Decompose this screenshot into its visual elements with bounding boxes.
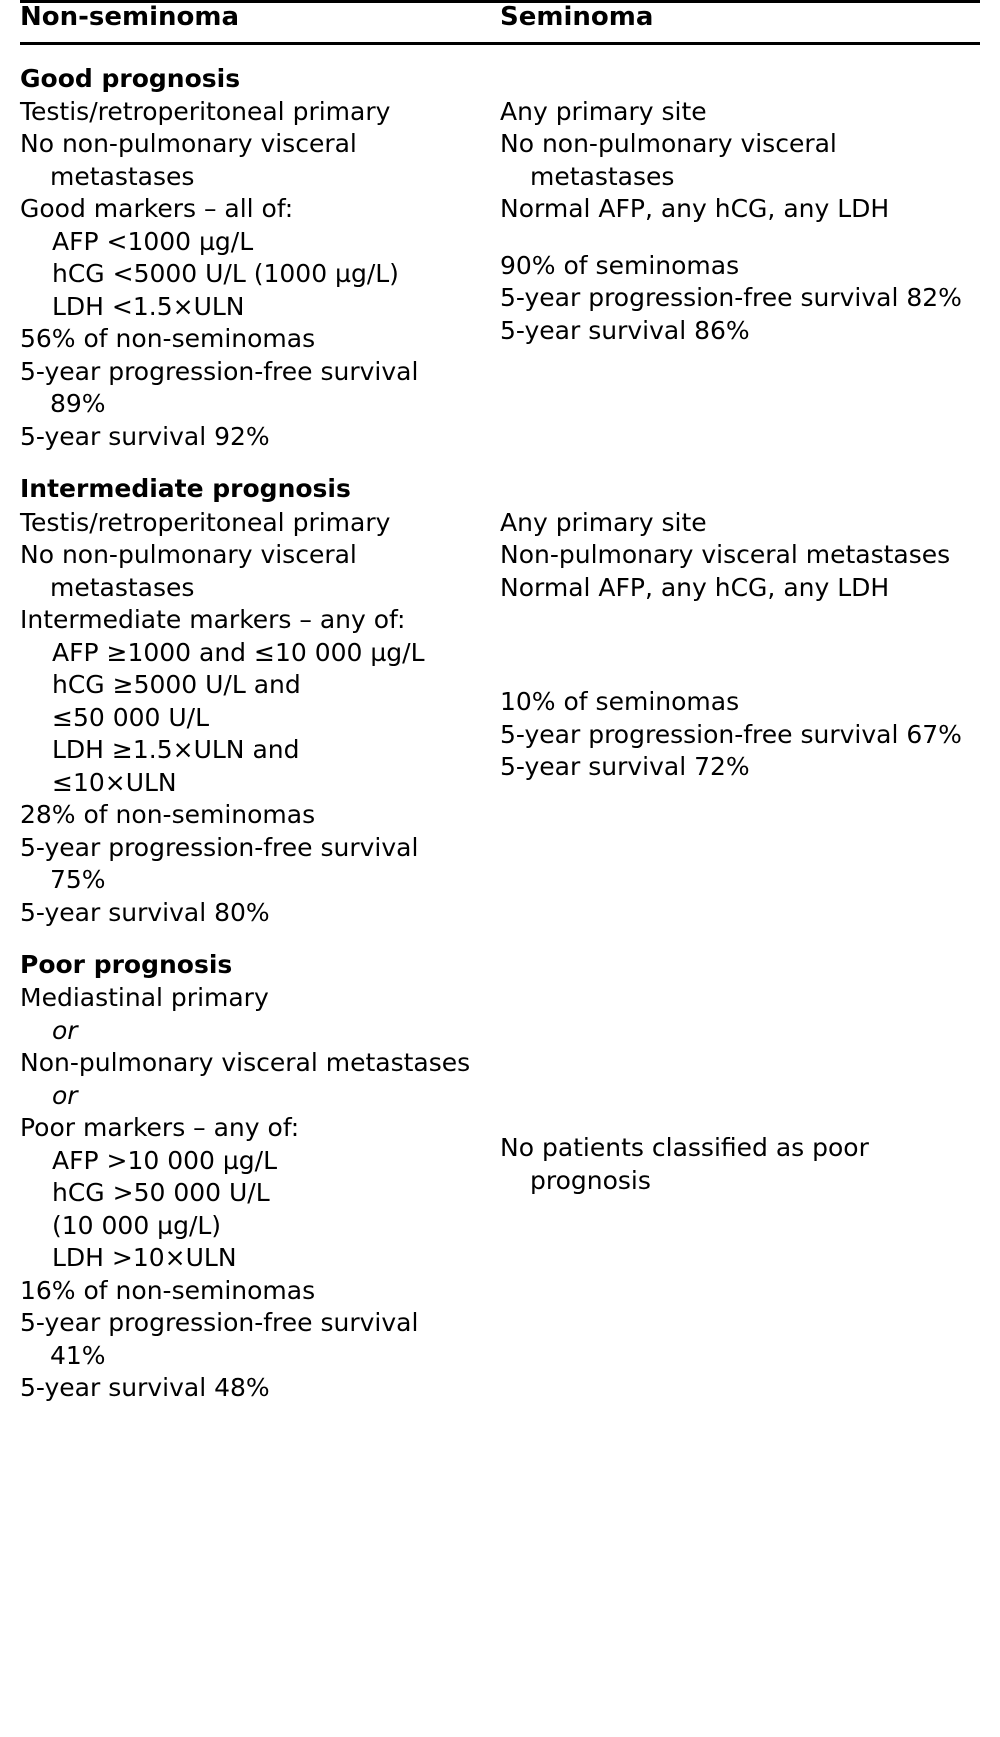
line-item: 5-year progression-free survival 67% xyxy=(500,719,962,749)
line-item: 5-year survival 92% xyxy=(20,421,270,451)
spacer xyxy=(500,982,980,1016)
line-item: Non-pulmonary visceral metastases xyxy=(500,540,951,570)
line-item: No non-pulmonary visceral metastases xyxy=(20,540,357,602)
line-item: LDH <1.5×ULN xyxy=(52,291,245,321)
line-item: Good markers – all of: xyxy=(20,194,294,224)
line-item: Non-pulmonary visceral metastases xyxy=(20,1048,471,1078)
line-item: 5-year progression-free survival 82% xyxy=(500,283,962,313)
line-item: No non-pulmonary visceral metastases xyxy=(20,129,357,191)
table-header xyxy=(20,2,980,44)
line-item: LDH >10×ULN xyxy=(52,1243,237,1273)
spacer xyxy=(500,638,980,672)
spacer xyxy=(500,672,980,686)
line-item: AFP <1000 µg/L xyxy=(52,226,254,256)
line-item: 5-year survival 72% xyxy=(500,752,750,782)
line-item: 5-year survival 48% xyxy=(20,1373,270,1403)
line-item: 28% of non-seminomas xyxy=(20,800,316,830)
line-item: 5-year progression-free survival 89% xyxy=(20,356,419,419)
spacer xyxy=(500,1118,980,1132)
group-title-poor: Poor prognosis xyxy=(20,950,233,980)
line-item: 5-year progression-free survival 75% xyxy=(20,832,419,895)
line-item: Intermediate markers – any of: xyxy=(20,605,406,635)
spacer xyxy=(500,604,980,638)
line-item: 56% of non-seminomas xyxy=(20,324,316,354)
column-header-seminoma: Seminoma xyxy=(500,2,980,44)
column-header-non-seminoma: Non-seminoma xyxy=(20,2,500,44)
line-item: Any primary site xyxy=(500,96,707,126)
cell-non-seminoma-poor xyxy=(20,929,500,1405)
table-body xyxy=(20,43,980,1405)
spacer xyxy=(500,226,980,250)
spacer xyxy=(500,1084,980,1118)
line-item: 16% of non-seminomas xyxy=(20,1275,316,1305)
cell-seminoma-intermediate xyxy=(500,453,980,929)
line-item: hCG ≥5000 U/L and xyxy=(52,670,301,700)
cell-seminoma-poor xyxy=(500,929,980,1405)
group-title-intermediate: Intermediate prognosis xyxy=(20,474,351,504)
table-row xyxy=(20,43,980,453)
line-item: Testis/retroperitoneal primary xyxy=(20,507,391,537)
line-item: (10 000 µg/L) xyxy=(52,1210,222,1240)
line-item: Any primary site xyxy=(500,507,707,537)
header-row xyxy=(20,2,980,44)
line-item: Normal AFP, any hCG, any LDH xyxy=(500,194,890,224)
line-item-or: or xyxy=(52,1080,78,1110)
spacer xyxy=(500,1050,980,1084)
line-item: hCG >50 000 U/L xyxy=(52,1178,270,1208)
line-item: LDH ≥1.5×ULN and xyxy=(52,735,300,765)
group-title-good: Good prognosis xyxy=(20,63,241,93)
line-item: 5-year survival 86% xyxy=(500,315,750,345)
line-item: ≤50 000 U/L xyxy=(52,702,210,732)
cell-seminoma-good xyxy=(500,43,980,453)
line-item: Mediastinal primary xyxy=(20,983,269,1013)
line-item: 5-year progression-free survival 41% xyxy=(20,1308,419,1370)
line-item: 5-year survival 80% xyxy=(20,897,270,927)
line-item: Normal AFP, any hCG, any LDH xyxy=(500,572,890,602)
line-item: 10% of seminomas xyxy=(500,687,740,717)
line-item: No non-pulmonary visceral metastases xyxy=(500,129,837,191)
prognosis-table xyxy=(20,0,980,1405)
cell-non-seminoma-intermediate xyxy=(20,453,500,929)
line-item: No patients classified as poor prognosis xyxy=(500,1133,869,1195)
line-item: Poor markers – any of: xyxy=(20,1113,300,1143)
line-item: AFP >10 000 µg/L xyxy=(52,1145,277,1175)
line-item: hCG <5000 U/L (1000 µg/L) xyxy=(52,259,399,289)
cell-non-seminoma-good xyxy=(20,43,500,453)
line-item: ≤10×ULN xyxy=(52,767,177,797)
line-item: 90% of seminomas xyxy=(500,250,740,280)
line-item: Testis/retroperitoneal primary xyxy=(20,96,391,126)
spacer xyxy=(500,1016,980,1050)
table-row xyxy=(20,453,980,929)
line-item: AFP ≥1000 and ≤10 000 µg/L xyxy=(52,637,425,667)
table-row xyxy=(20,929,980,1405)
line-item-or: or xyxy=(52,1015,78,1045)
